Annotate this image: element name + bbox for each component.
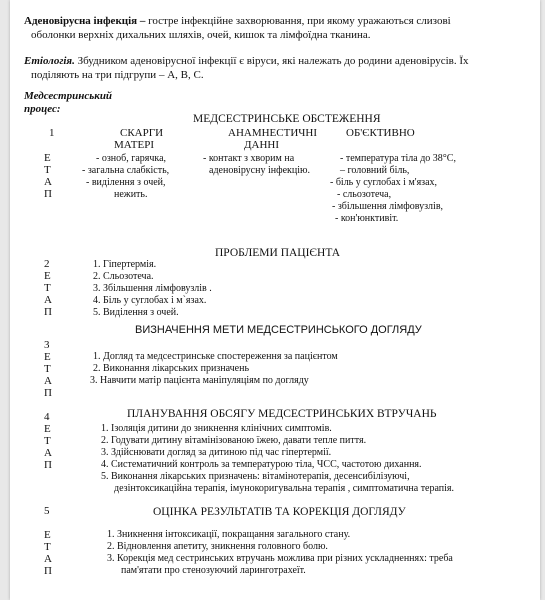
planning-letter-p: П (44, 459, 52, 471)
exam-complaint: - озноб, гарячка, (96, 153, 167, 164)
planning-title: ПЛАНУВАННЯ ОБСЯГУ МЕДСЕСТРИНСЬКИХ ВТРУЧАНЬ (127, 408, 437, 420)
goal-letter-a: А (44, 375, 52, 387)
planning-item-continued: дезінтоксикаційна терапія, імунокоригувальна терапія , симптоматична терапія. (114, 483, 455, 494)
goal-letter-t: Т (44, 363, 51, 375)
problem-item: 1. Гіпертермія. (93, 259, 157, 270)
exam-objective: - температура тіла до 38°С, (340, 153, 456, 164)
exam-complaint: - виділення з очей, (86, 177, 166, 188)
etiology-text: Збудником аденовірусної інфекції є віруси, які належать до родини аденовірусів. Їх (74, 55, 469, 67)
problems-letter-a: А (44, 294, 52, 306)
exam-col1-head-2: МАТЕРІ (114, 139, 154, 151)
etiology-line-1 (24, 56, 469, 68)
exam-objective: - сльозотеча, (337, 189, 392, 200)
goal-title: ВИЗНАЧЕННЯ МЕТИ МЕДСЕСТРИНСЬКОГО ДОГЛЯДУ (135, 324, 422, 336)
process-label-1: Медсестринський (24, 90, 113, 102)
process-label-2: процес: (24, 103, 61, 115)
goal-item: 1. Догляд та медсестринське спостереження за пацієнтом (93, 351, 338, 362)
exam-objective: - кон'юнктивіт. (335, 213, 399, 224)
exam-col1-head-1: СКАРГИ (120, 127, 164, 139)
evaluation-letter-e: Е (44, 529, 51, 541)
document-page (10, 0, 540, 600)
evaluation-step-number: 5 (44, 505, 50, 517)
planning-letter-a: А (44, 447, 52, 459)
intro-term: Аденовірусна інфекція – (24, 15, 146, 27)
intro-definition: гостре інфекційне захворювання, при якому уражаються слизові (145, 15, 451, 27)
planning-item: 2. Годувати дитину вітамінізованою їжею, давати тепле пиття. (101, 435, 367, 446)
evaluation-letter-a: А (44, 553, 52, 565)
planning-step-number: 4 (44, 411, 50, 423)
exam-title: МЕДСЕСТРИНСЬКЕ ОБСТЕЖЕННЯ (193, 113, 381, 125)
exam-letter-e: Е (44, 152, 51, 164)
exam-col2-head-1: АНАМНЕСТИЧНІ (228, 127, 318, 139)
planning-letter-e: Е (44, 423, 51, 435)
problem-item: 5. Виділення з очей. (93, 307, 179, 318)
exam-objective: - збільшення лімфовузлів, (332, 201, 444, 212)
intro-line-2: оболонки верхніх дихальних шляхів, очей, кишок та лімфоїдна тканина. (31, 29, 371, 41)
problem-item: 2. Сльозотеча. (93, 271, 154, 282)
evaluation-item-continued: пам'ятати про стенозуючий ларинготрахеїт. (121, 565, 306, 576)
problems-step-number: 2 (44, 258, 50, 270)
problem-item: 4. Біль у суглобах і м`язах. (93, 295, 207, 306)
goal-letter-p: П (44, 387, 52, 399)
evaluation-item: 3. Корекція мед сестринських втручань можлива при різних ускладненнях: треба (107, 553, 453, 564)
problems-letter-p: П (44, 306, 52, 318)
evaluation-item: 2. Відновлення апетиту, зникнення головного болю. (107, 541, 328, 552)
exam-letter-t: Т (44, 164, 51, 176)
planning-item: 1. Ізоляція дитини до зникнення клінічних симптомів. (101, 423, 332, 434)
problems-letter-t: Т (44, 282, 51, 294)
exam-col3-head: ОБ'ЄКТИВНО (346, 127, 415, 139)
goal-letter-e: Е (44, 351, 51, 363)
exam-col2-head-2: ДАННІ (244, 139, 279, 151)
goal-item: 3. Навчити матір пацієнта маніпуляціям по догляду (90, 375, 309, 386)
exam-objective: - біль у суглобах і м'язах, (330, 177, 438, 188)
intro-line-1 (24, 16, 451, 28)
exam-complaint: нежить. (114, 189, 148, 200)
exam-letter-p: П (44, 188, 52, 200)
exam-step-number: 1 (49, 127, 55, 139)
etiology-line-2: поділяють на три підгрупи – А, В, С. (31, 69, 204, 81)
problems-title: ПРОБЛЕМИ ПАЦІЄНТА (215, 247, 341, 259)
exam-history: - контакт з хворим на (203, 153, 295, 164)
planning-item: 3. Здійснювати догляд за дитиною під час гіпертермії. (101, 447, 332, 458)
problems-letter-e: Е (44, 270, 51, 282)
planning-item: 5. Виконання лікарських призначень: вітамінотерапія, десенсибілізуючі, (101, 471, 410, 482)
exam-objective: – головний біль, (340, 165, 410, 176)
evaluation-letter-p: П (44, 565, 52, 577)
etiology-label: Етіологія. (24, 55, 75, 67)
evaluation-letter-t: Т (44, 541, 51, 553)
exam-history: аденовірусну інфекцію. (209, 165, 310, 176)
exam-complaint: - загальна слабкість, (82, 165, 170, 176)
exam-letter-a: А (44, 176, 52, 188)
goal-item: 2. Виконання лікарських призначень (93, 363, 250, 374)
problem-item: 3. Збільшення лімфовузлів . (93, 283, 212, 294)
planning-letter-t: Т (44, 435, 51, 447)
evaluation-title: ОЦІНКА РЕЗУЛЬТАТІВ ТА КОРЕКЦІЯ ДОГЛЯДУ (153, 506, 406, 518)
evaluation-item: 1. Зникнення інтоксикації, покращання загального стану. (107, 529, 351, 540)
goal-step-number: 3 (44, 339, 50, 351)
planning-item: 4. Систематичний контроль за температурою тіла, ЧСС, частотою дихання. (101, 459, 422, 470)
